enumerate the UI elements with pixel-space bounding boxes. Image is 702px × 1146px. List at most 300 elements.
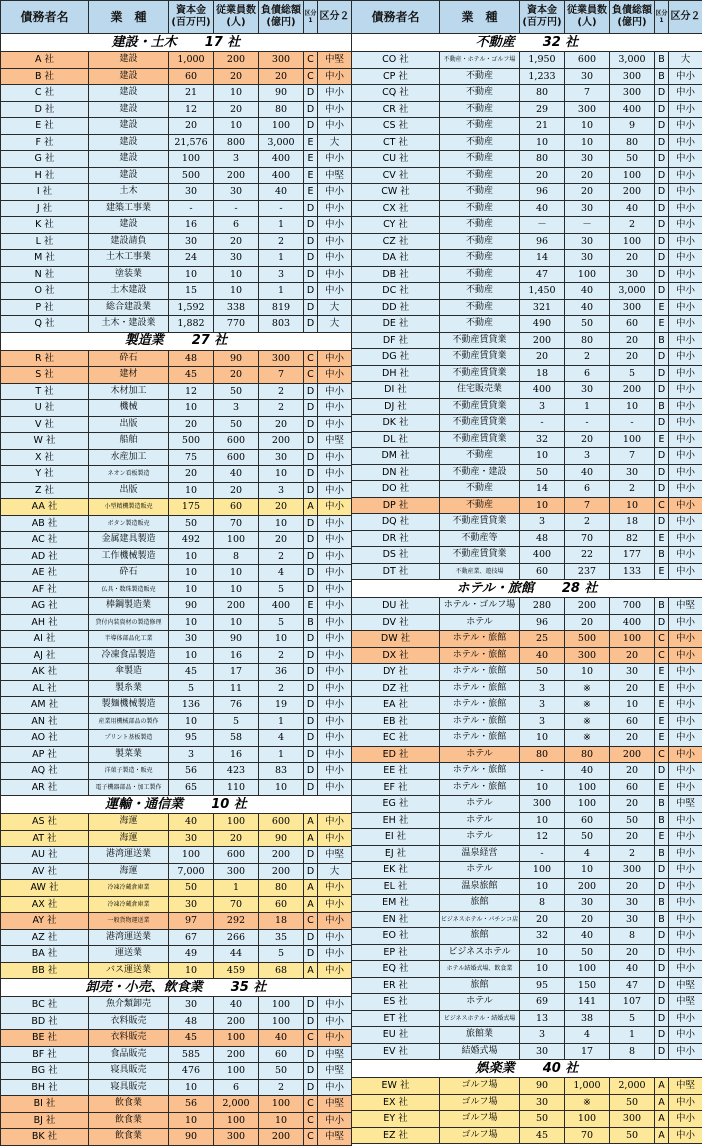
employees-cell: 40: [565, 464, 610, 481]
debt-cell: 10: [259, 779, 304, 796]
debt-cell: 2,000: [610, 1078, 655, 1095]
class1-cell: C: [304, 1030, 318, 1047]
class2-cell: 中小: [669, 332, 702, 349]
employees-cell: 80: [565, 332, 610, 349]
capital-cell: 10: [169, 482, 214, 499]
employees-cell: 44: [214, 946, 259, 963]
industry-cell: 建設: [89, 217, 169, 234]
class2-cell: 中小: [318, 763, 352, 780]
class1-cell: D: [304, 466, 318, 483]
employees-cell: 600: [214, 847, 259, 864]
industry-cell: 金属建具製造: [89, 532, 169, 549]
debtor-name-cell: DF 社: [352, 332, 440, 349]
class2-cell: 中小: [669, 530, 702, 547]
industry-cell: 建設: [89, 101, 169, 118]
capital-cell: 10: [169, 1079, 214, 1096]
table-row: [352, 779, 702, 796]
table-row: [1, 1096, 352, 1113]
class2-cell: 中小: [318, 880, 352, 897]
employees-cell: 141: [565, 994, 610, 1011]
table-row: [352, 398, 702, 415]
class1-cell: D: [304, 383, 318, 400]
table-row: [352, 796, 702, 813]
employees-cell: 20: [214, 68, 259, 85]
table-row: [1, 367, 352, 384]
industry-cell: 建築工事業: [89, 200, 169, 217]
industry-cell: 不動産: [440, 85, 520, 102]
debtor-name-cell: EZ 社: [352, 1127, 440, 1144]
class2-cell: 中小: [318, 217, 352, 234]
table-row: [352, 928, 702, 945]
industry-cell: 不動産賃貸業: [440, 547, 520, 564]
capital-cell: 3: [520, 680, 565, 697]
employees-cell: 60: [565, 812, 610, 829]
capital-cell: 60: [169, 68, 214, 85]
class2-cell: 中堅: [669, 796, 702, 813]
class2-cell: 中小: [669, 349, 702, 366]
table-row: [1, 647, 352, 664]
capital-cell: 280: [520, 598, 565, 615]
table-row: [1, 631, 352, 648]
employees-cell: 300: [214, 1129, 259, 1146]
debtor-name-cell: AV 社: [1, 863, 89, 880]
industry-cell: 食品販売: [89, 1046, 169, 1063]
debtor-name-cell: EP 社: [352, 944, 440, 961]
class2-cell: 中小: [318, 581, 352, 598]
class2-cell: 中小: [318, 1013, 352, 1030]
class1-cell: A: [304, 896, 318, 913]
industry-cell: 不動産・建設: [440, 464, 520, 481]
section-count: 40 社: [543, 1061, 579, 1076]
class1-cell: D: [304, 779, 318, 796]
debt-cell: -: [259, 200, 304, 217]
capital-cell: 12: [520, 829, 565, 846]
debtor-name-cell: DG 社: [352, 349, 440, 366]
employees-cell: 459: [214, 962, 259, 979]
class2-cell: 中小: [318, 250, 352, 267]
debt-cell: 20: [610, 796, 655, 813]
industry-cell: ネオン看板製造: [89, 466, 169, 483]
debt-cell: 100: [259, 1013, 304, 1030]
industry-cell: 工作機械製造: [89, 548, 169, 565]
capital-cell: 30: [169, 896, 214, 913]
table-row: [1, 400, 352, 417]
industry-cell: 飲食業: [89, 1096, 169, 1113]
employees-cell: 90: [214, 631, 259, 648]
capital-cell: 96: [520, 233, 565, 250]
employees-cell: 58: [214, 730, 259, 747]
table-row: [1, 680, 352, 697]
capital-cell: 30: [169, 997, 214, 1014]
debtor-name-cell: EN 社: [352, 911, 440, 928]
table-row: [1, 532, 352, 549]
table-row: [352, 763, 702, 780]
class1-cell: E: [304, 598, 318, 615]
class2-cell: 中堅: [318, 847, 352, 864]
debt-cell: 200: [259, 433, 304, 450]
debtor-name-cell: EC 社: [352, 730, 440, 747]
capital-cell: 50: [520, 664, 565, 681]
header-industry: 業 種: [440, 1, 520, 34]
debtor-name-cell: CV 社: [352, 167, 440, 184]
industry-cell: 不動産: [440, 266, 520, 283]
capital-cell: 1,592: [169, 299, 214, 316]
class1-cell: A: [304, 880, 318, 897]
class2-cell: 中小: [318, 118, 352, 135]
industry-cell: 一般貨物運送業: [89, 913, 169, 930]
debtor-name-cell: DU 社: [352, 598, 440, 615]
capital-cell: 585: [169, 1046, 214, 1063]
industry-cell: ホテル: [440, 994, 520, 1011]
class2-cell: 中小: [669, 763, 702, 780]
table-row: [352, 1111, 702, 1128]
debt-cell: 20: [610, 647, 655, 664]
industry-cell: 出版: [89, 482, 169, 499]
industry-cell: 港湾運送業: [89, 847, 169, 864]
section-header: [1, 34, 352, 52]
section-count: 28 社: [562, 581, 598, 596]
section-header: [352, 34, 702, 52]
debt-cell: 60: [610, 779, 655, 796]
section-header: [352, 1060, 702, 1078]
class2-cell: 中小: [318, 383, 352, 400]
employees-cell: 30: [214, 184, 259, 201]
employees-cell: 1,000: [565, 1078, 610, 1095]
class2-cell: 中小: [318, 548, 352, 565]
industry-cell: 衣料販売: [89, 1013, 169, 1030]
class2-cell: 中小: [669, 316, 702, 333]
class2-cell: 中小: [318, 713, 352, 730]
class1-cell: D: [655, 514, 669, 531]
class2-cell: 中小: [669, 382, 702, 399]
debtor-name-cell: AB 社: [1, 515, 89, 532]
employees-cell: 40: [565, 299, 610, 316]
capital-cell: 80: [520, 151, 565, 168]
debtor-name-cell: AX 社: [1, 896, 89, 913]
table-row: [352, 283, 702, 300]
class1-cell: D: [655, 184, 669, 201]
debtor-name-cell: BC 社: [1, 997, 89, 1014]
debtor-name-cell: A 社: [1, 52, 89, 69]
capital-cell: 21: [169, 85, 214, 102]
capital-cell: -: [520, 415, 565, 432]
debtor-name-cell: EH 社: [352, 812, 440, 829]
debt-cell: 133: [610, 563, 655, 580]
class1-cell: E: [304, 134, 318, 151]
class1-cell: D: [655, 464, 669, 481]
debt-cell: 200: [259, 1129, 304, 1146]
class1-cell: C: [655, 631, 669, 648]
header-name: 債務者名: [1, 1, 89, 34]
debt-cell: 60: [259, 1046, 304, 1063]
capital-cell: 18: [520, 365, 565, 382]
capital-cell: 1,882: [169, 316, 214, 333]
debtor-name-cell: CU 社: [352, 151, 440, 168]
debtor-name-cell: DB 社: [352, 266, 440, 283]
class1-cell: D: [655, 151, 669, 168]
employees-cell: -: [565, 415, 610, 432]
employees-cell: 6: [214, 1079, 259, 1096]
debt-cell: 60: [259, 896, 304, 913]
debtor-name-cell: DN 社: [352, 464, 440, 481]
section-title-cell: [1, 796, 352, 814]
employees-cell: 5: [214, 713, 259, 730]
industry-cell: 土木建設: [89, 283, 169, 300]
section-title-cell: [352, 1060, 702, 1078]
debtor-name-cell: DL 社: [352, 431, 440, 448]
employees-cell: 200: [214, 52, 259, 69]
employees-cell: 30: [565, 200, 610, 217]
class1-cell: A: [304, 962, 318, 979]
capital-cell: 10: [520, 961, 565, 978]
capital-cell: 10: [169, 962, 214, 979]
table-row: [352, 134, 702, 151]
debtor-name-cell: BI 社: [1, 1096, 89, 1113]
debt-cell: 200: [610, 382, 655, 399]
class2-cell: 中小: [318, 151, 352, 168]
capital-cell: 32: [520, 928, 565, 945]
class1-cell: C: [304, 367, 318, 384]
debt-cell: 50: [610, 1094, 655, 1111]
employees-cell: 10: [214, 118, 259, 135]
industry-cell: 温泉経営: [440, 845, 520, 862]
employees-cell: ※: [565, 1094, 610, 1111]
debt-cell: 1: [259, 283, 304, 300]
capital-cell: 14: [520, 250, 565, 267]
debt-cell: 80: [259, 101, 304, 118]
class2-cell: 中小: [669, 1010, 702, 1027]
debt-cell: 20: [259, 68, 304, 85]
debtor-name-cell: P 社: [1, 299, 89, 316]
debt-cell: 300: [610, 68, 655, 85]
section-title: 建設・土木: [112, 35, 177, 50]
industry-cell: 冷凍冷蔵倉庫業: [89, 880, 169, 897]
debt-cell: 20: [610, 332, 655, 349]
employees-cell: 10: [214, 614, 259, 631]
table-body-right: [352, 34, 702, 1144]
debt-cell: 20: [610, 829, 655, 846]
class2-cell: 中小: [669, 895, 702, 912]
class1-cell: E: [655, 713, 669, 730]
class1-cell: D: [655, 1010, 669, 1027]
debtor-name-cell: DE 社: [352, 316, 440, 333]
employees-cell: 17: [214, 664, 259, 681]
employees-cell: 30: [565, 151, 610, 168]
table-row: [352, 862, 702, 879]
industry-cell: ゴルフ場: [440, 1094, 520, 1111]
class2-cell: 中小: [318, 466, 352, 483]
employees-cell: 16: [214, 647, 259, 664]
class1-cell: C: [304, 913, 318, 930]
debt-cell: 10: [610, 398, 655, 415]
debtor-name-cell: L 社: [1, 233, 89, 250]
capital-cell: 10: [169, 266, 214, 283]
table-row: [352, 994, 702, 1011]
table-row: [352, 1078, 702, 1095]
class2-cell: 中小: [669, 398, 702, 415]
capital-cell: 95: [169, 730, 214, 747]
debt-cell: 80: [610, 134, 655, 151]
capital-cell: 10: [520, 134, 565, 151]
table-row: [1, 466, 352, 483]
class1-cell: D: [655, 448, 669, 465]
class1-cell: D: [655, 283, 669, 300]
section-title: 不動産: [476, 35, 515, 50]
debt-cell: 4: [259, 730, 304, 747]
table-row: [352, 52, 702, 69]
class2-cell: 中小: [669, 730, 702, 747]
debtor-name-cell: EV 社: [352, 1043, 440, 1060]
capital-cell: 75: [169, 449, 214, 466]
class2-cell: 中小: [318, 997, 352, 1014]
employees-cell: 76: [214, 697, 259, 714]
class1-cell: D: [304, 581, 318, 598]
employees-cell: 40: [214, 997, 259, 1014]
table-row: [1, 779, 352, 796]
employees-cell: 100: [565, 961, 610, 978]
capital-cell: 1,000: [169, 52, 214, 69]
class2-cell: 中堅: [669, 977, 702, 994]
table-row: [352, 233, 702, 250]
table-row: [1, 233, 352, 250]
table-row: [1, 929, 352, 946]
debtor-name-cell: Q 社: [1, 316, 89, 333]
employees-cell: 6: [565, 365, 610, 382]
section-title: 製造業: [125, 333, 164, 348]
class2-cell: 中小: [318, 614, 352, 631]
debt-cell: 20: [610, 349, 655, 366]
capital-cell: 10: [169, 614, 214, 631]
class1-cell: D: [655, 614, 669, 631]
debtor-name-cell: AJ 社: [1, 647, 89, 664]
class2-cell: 中小: [669, 1111, 702, 1128]
capital-cell: 30: [169, 233, 214, 250]
employees-cell: 338: [214, 299, 259, 316]
table-row: [1, 1063, 352, 1080]
employees-cell: 6: [565, 481, 610, 498]
class1-cell: D: [655, 977, 669, 994]
capital-cell: 1,950: [520, 52, 565, 69]
table-row: [1, 746, 352, 763]
industry-cell: 棒鋼製造業: [89, 598, 169, 615]
industry-cell: 旅館業: [440, 1027, 520, 1044]
employees-cell: 4: [565, 1027, 610, 1044]
table-row: [352, 184, 702, 201]
table-row: [1, 266, 352, 283]
debtor-name-cell: ER 社: [352, 977, 440, 994]
class1-cell: B: [655, 812, 669, 829]
table-row: [352, 730, 702, 747]
debt-cell: 3,000: [610, 52, 655, 69]
capital-cell: 50: [169, 515, 214, 532]
debt-cell: 40: [259, 184, 304, 201]
industry-cell: 不動産: [440, 233, 520, 250]
class2-cell: 大: [318, 134, 352, 151]
debt-cell: 700: [610, 598, 655, 615]
class1-cell: D: [304, 200, 318, 217]
debtor-name-cell: CP 社: [352, 68, 440, 85]
section-header: [1, 332, 352, 350]
debtor-name-cell: W 社: [1, 433, 89, 450]
table-row: [1, 118, 352, 135]
debt-cell: 3,000: [259, 134, 304, 151]
employees-cell: 50: [565, 944, 610, 961]
industry-cell: 製菜業: [89, 746, 169, 763]
industry-cell: 不動産: [440, 217, 520, 234]
table-row: [1, 896, 352, 913]
debt-cell: 20: [259, 416, 304, 433]
employees-cell: 10: [214, 266, 259, 283]
employees-cell: 1: [214, 880, 259, 897]
industry-cell: 不動産: [440, 68, 520, 85]
debtor-name-cell: ET 社: [352, 1010, 440, 1027]
class1-cell: B: [655, 845, 669, 862]
debtor-name-cell: BA 社: [1, 946, 89, 963]
table-row: [1, 713, 352, 730]
employees-cell: 3: [214, 400, 259, 417]
table-row: [1, 598, 352, 615]
class2-cell: 中小: [669, 713, 702, 730]
table-row: [352, 481, 702, 498]
employees-cell: 110: [214, 779, 259, 796]
class2-cell: 中小: [318, 532, 352, 549]
class1-cell: D: [304, 847, 318, 864]
industry-cell: 温泉旅館: [440, 878, 520, 895]
class2-cell: 中小: [669, 514, 702, 531]
debtor-name-cell: EL 社: [352, 878, 440, 895]
debtor-name-cell: ED 社: [352, 746, 440, 763]
debtor-name-cell: BF 社: [1, 1046, 89, 1063]
header-employees: 従業員数 (人): [565, 1, 610, 34]
debtor-name-cell: EK 社: [352, 862, 440, 879]
table-row: [1, 1030, 352, 1047]
debtor-name-cell: BJ 社: [1, 1112, 89, 1129]
debtor-name-cell: CO 社: [352, 52, 440, 69]
employees-cell: 600: [214, 449, 259, 466]
class2-cell: 中小: [318, 664, 352, 681]
employees-cell: 100: [214, 1112, 259, 1129]
class1-cell: D: [304, 400, 318, 417]
table-row: [352, 1094, 702, 1111]
capital-cell: 1,233: [520, 68, 565, 85]
table-row: [1, 433, 352, 450]
table-row: [1, 167, 352, 184]
table-row: [1, 499, 352, 516]
table-row: [352, 431, 702, 448]
class1-cell: C: [655, 497, 669, 514]
class1-cell: E: [304, 184, 318, 201]
table-row: [1, 863, 352, 880]
industry-cell: 寝具販売: [89, 1063, 169, 1080]
debt-cell: 8: [610, 1043, 655, 1060]
class2-cell: 中小: [318, 730, 352, 747]
debt-cell: 10: [610, 497, 655, 514]
capital-cell: 100: [169, 151, 214, 168]
debt-cell: 600: [259, 814, 304, 831]
class2-cell: 中小: [669, 614, 702, 631]
debt-cell: 100: [259, 1096, 304, 1113]
capital-cell: 45: [169, 367, 214, 384]
section-count: 32 社: [543, 35, 579, 50]
capital-cell: 90: [169, 1129, 214, 1146]
table-row: [1, 1013, 352, 1030]
debtor-name-cell: BK 社: [1, 1129, 89, 1146]
debt-cell: 300: [259, 350, 304, 367]
capital-cell: 56: [169, 763, 214, 780]
class2-cell: 大: [669, 52, 702, 69]
class2-cell: 中堅: [318, 1063, 352, 1080]
class2-cell: 中小: [669, 1043, 702, 1060]
